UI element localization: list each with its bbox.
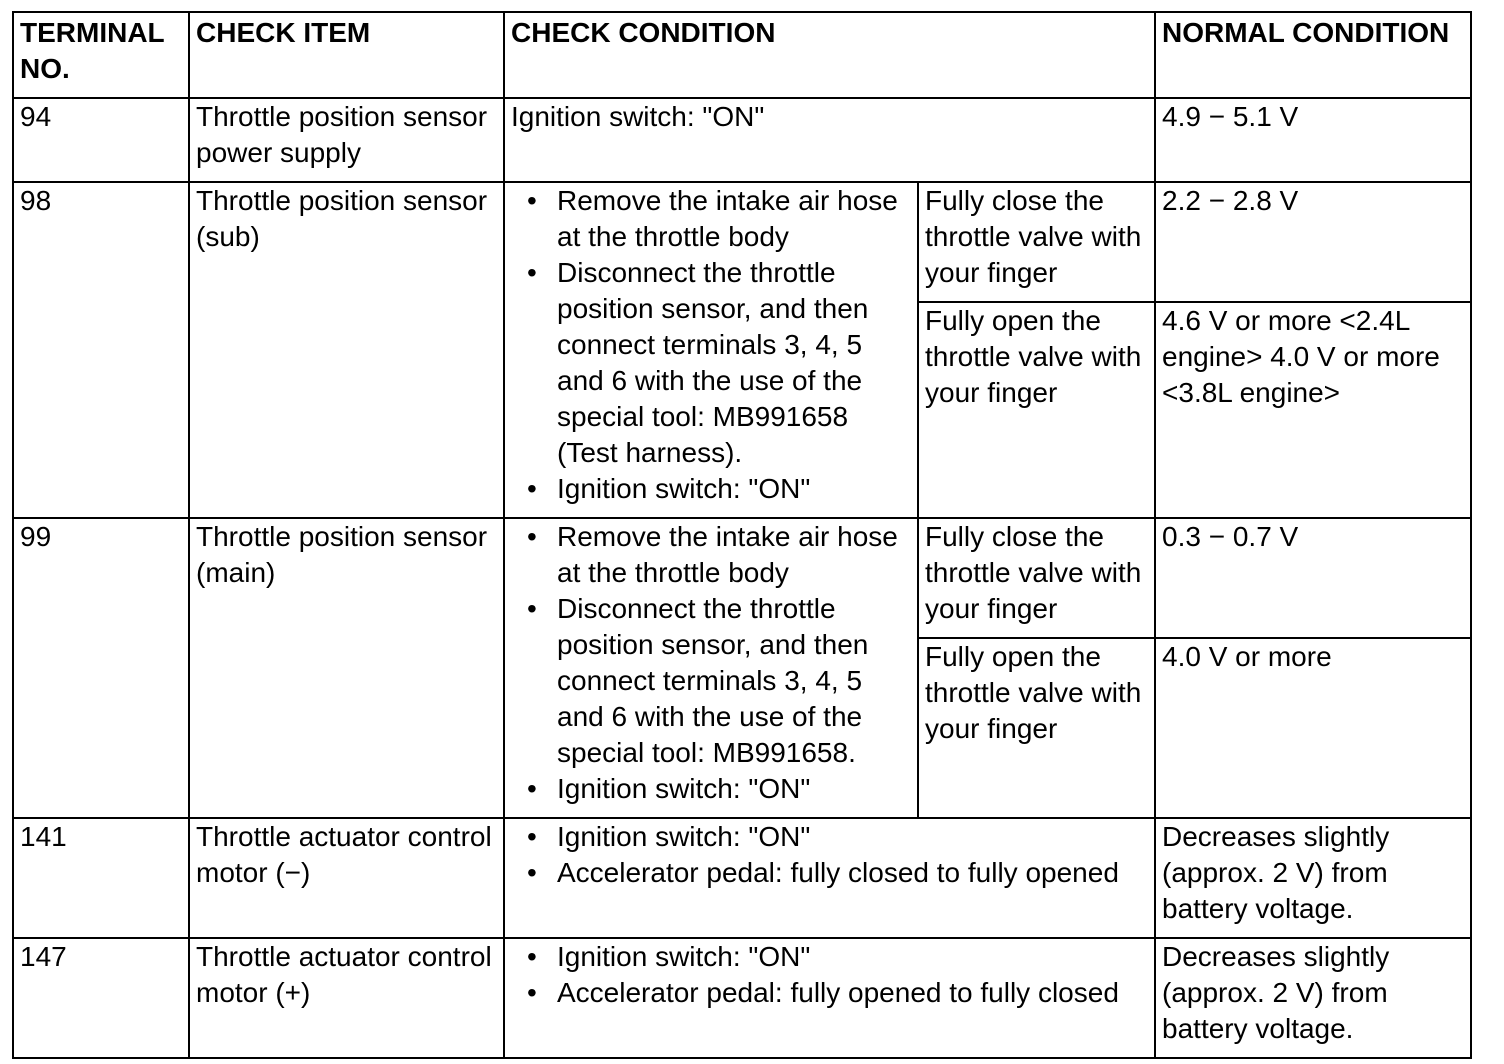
condition-list (517, 819, 1148, 891)
header-check-condition: CHECK CONDITION (504, 12, 1155, 98)
list-item: • Disconnect the throttle position sensor, and then connect terminals 3, 4, 5 and 6 with the use of the special tool: MB991658 (Test harness). (557, 255, 911, 471)
list-item: • Ignition switch: "ON" (557, 771, 911, 807)
header-check-item: CHECK ITEM (189, 12, 504, 98)
check-condition (504, 818, 1155, 938)
check-condition (504, 182, 918, 518)
normal-condition: 2.2 − 2.8 V (1155, 182, 1471, 302)
normal-condition: Decreases slightly (approx. 2 V) from battery voltage. (1155, 818, 1471, 938)
sub-condition: Fully open the throttle valve with your finger (918, 302, 1155, 518)
terminal-number: 99 (13, 518, 189, 818)
normal-condition: Decreases slightly (approx. 2 V) from battery voltage. (1155, 938, 1471, 1058)
list-item: • Ignition switch: "ON" (557, 819, 1148, 855)
table-row (13, 98, 1471, 182)
list-item: • Remove the intake air hose at the throttle body (557, 183, 911, 255)
check-condition: Ignition switch: "ON" (504, 98, 1155, 182)
condition-list (517, 183, 911, 507)
list-item: • Accelerator pedal: fully opened to fully closed (557, 975, 1148, 1011)
list-item: • Ignition switch: "ON" (557, 939, 1148, 975)
list-item: • Disconnect the throttle position sensor, and then connect terminals 3, 4, 5 and 6 with the use of the special tool: MB991658. (557, 591, 911, 771)
condition-list (517, 939, 1148, 1011)
normal-condition: 4.0 V or more (1155, 638, 1471, 818)
sub-condition: Fully open the throttle valve with your finger (918, 638, 1155, 818)
header-normal-condition: NORMAL CONDITION (1155, 12, 1471, 98)
table-row (13, 938, 1471, 1058)
check-item: Throttle actuator control motor (−) (189, 818, 504, 938)
check-condition (504, 518, 918, 818)
check-item: Throttle position sensor power supply (189, 98, 504, 182)
table-row (13, 518, 1471, 638)
table-row (13, 818, 1471, 938)
check-item: Throttle position sensor (sub) (189, 182, 504, 518)
list-item: • Ignition switch: "ON" (557, 471, 911, 507)
condition-list (517, 519, 911, 807)
normal-condition: 4.9 − 5.1 V (1155, 98, 1471, 182)
normal-condition: 0.3 − 0.7 V (1155, 518, 1471, 638)
terminal-check-table (12, 11, 1472, 1059)
check-item: Throttle position sensor (main) (189, 518, 504, 818)
terminal-number: 94 (13, 98, 189, 182)
terminal-number: 98 (13, 182, 189, 518)
header-terminal: TERMINAL NO. (13, 12, 189, 98)
sub-condition: Fully close the throttle valve with your finger (918, 182, 1155, 302)
sub-condition: Fully close the throttle valve with your finger (918, 518, 1155, 638)
check-item: Throttle actuator control motor (+) (189, 938, 504, 1058)
table-row (13, 182, 1471, 302)
terminal-number: 147 (13, 938, 189, 1058)
normal-condition: 4.6 V or more <2.4L engine> 4.0 V or more <3.8L engine> (1155, 302, 1471, 518)
list-item: • Accelerator pedal: fully closed to fully opened (557, 855, 1148, 891)
list-item: • Remove the intake air hose at the throttle body (557, 519, 911, 591)
header-row (13, 12, 1471, 98)
terminal-number: 141 (13, 818, 189, 938)
check-condition (504, 938, 1155, 1058)
